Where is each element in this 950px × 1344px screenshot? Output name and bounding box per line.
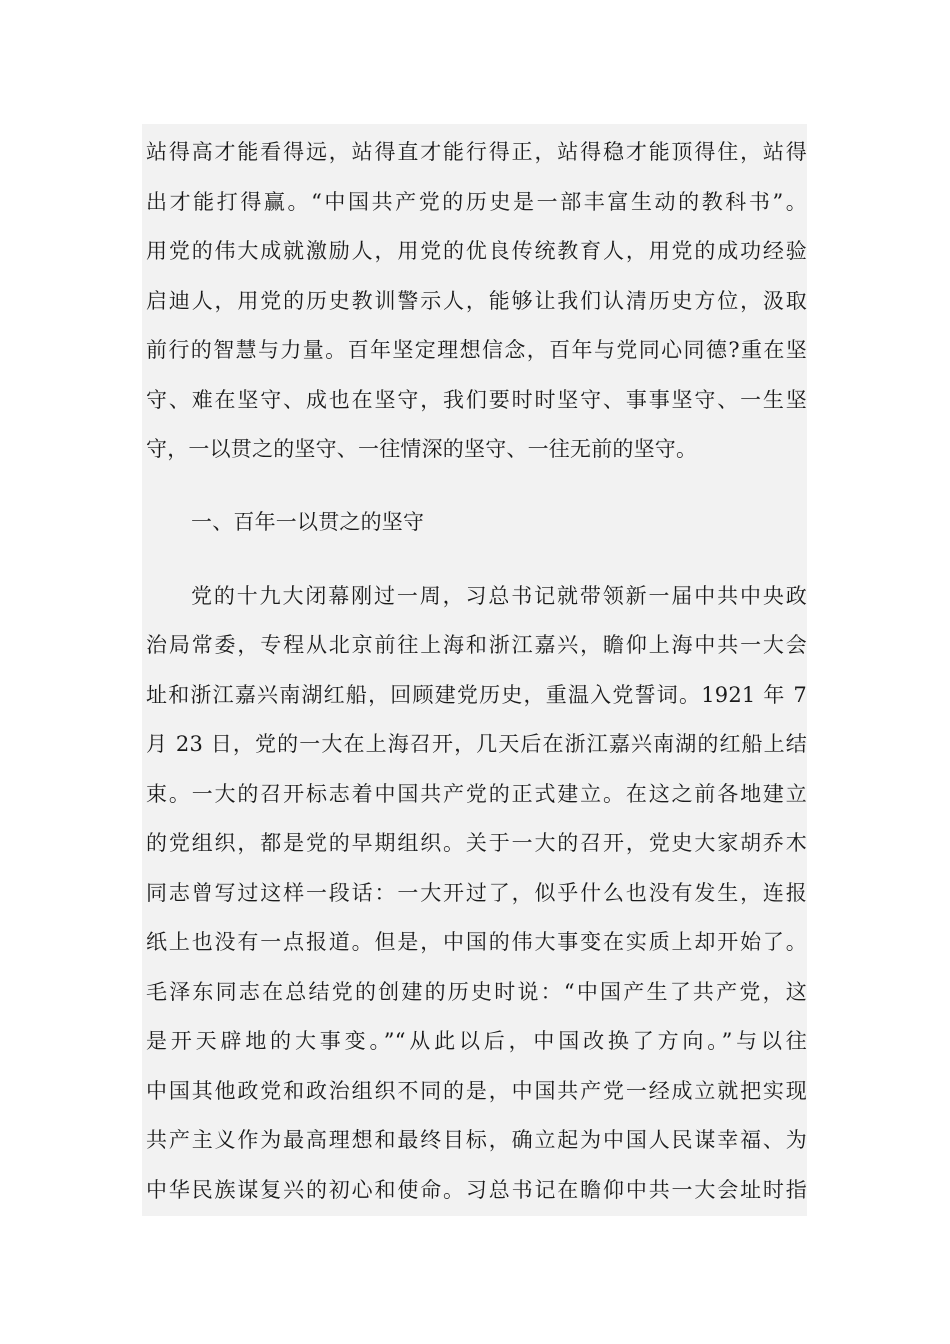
- text-line: 纸上也没有一点报道。但是，中国的伟大事变在实质上却开始了。: [146, 930, 807, 954]
- text-line: 守、难在坚守、成也在坚守，我们要时时坚守、事事坚守、一生坚: [146, 388, 807, 412]
- text-line: 站得高才能看得远，站得直才能行得正，站得稳才能顶得住，站得: [146, 140, 807, 164]
- text-line: 守，一以贯之的坚守、一往情深的坚守、一往无前的坚守。: [146, 437, 698, 461]
- text-line: 是开天辟地的大事变。”“从此以后，中国改换了方向。”与以往: [146, 1029, 807, 1053]
- text-line: 束。一大的召开标志着中国共产党的正式建立。在这之前各地建立: [146, 782, 807, 806]
- section-heading: 一、百年一以贯之的坚守: [191, 510, 425, 534]
- text-line: 址和浙江嘉兴南湖红船，回顾建党历史，重温入党誓词。1921 年 7: [146, 683, 807, 707]
- text-line: 共产主义作为最高理想和最终目标，确立起为中国人民谋幸福、为: [146, 1128, 807, 1152]
- text-line: 前行的智慧与力量。百年坚定理想信念，百年与党同心同德?重在坚: [146, 338, 807, 362]
- text-line: 同志曾写过这样一段话：一大开过了，似乎什么也没有发生，连报: [146, 881, 807, 905]
- text-line: 中国其他政党和政治组织不同的是，中国共产党一经成立就把实现: [146, 1079, 807, 1103]
- text-line: 党的十九大闭幕刚过一周，习总书记就带领新一届中共中央政: [191, 584, 807, 608]
- text-line: 毛泽东同志在总结党的创建的历史时说：“中国产生了共产党，这: [146, 980, 807, 1004]
- text-line: 用党的伟大成就激励人，用党的优良传统教育人，用党的成功经验: [146, 239, 807, 263]
- text-line: 中华民族谋复兴的初心和使命。习总书记在瞻仰中共一大会址时指: [146, 1178, 807, 1202]
- text-line: 启迪人，用党的历史教训警示人，能够让我们认清历史方位，汲取: [146, 289, 807, 313]
- text-line: 出才能打得赢。“中国共产党的历史是一部丰富生动的教科书”。: [146, 190, 807, 214]
- text-line: 月 23 日，党的一大在上海召开，几天后在浙江嘉兴南湖的红船上结: [146, 732, 807, 756]
- highlighted-text-block: [142, 124, 807, 1216]
- text-line: 的党组织，都是党的早期组织。关于一大的召开，党史大家胡乔木: [146, 831, 807, 855]
- text-line: 治局常委，专程从北京前往上海和浙江嘉兴，瞻仰上海中共一大会: [146, 633, 807, 657]
